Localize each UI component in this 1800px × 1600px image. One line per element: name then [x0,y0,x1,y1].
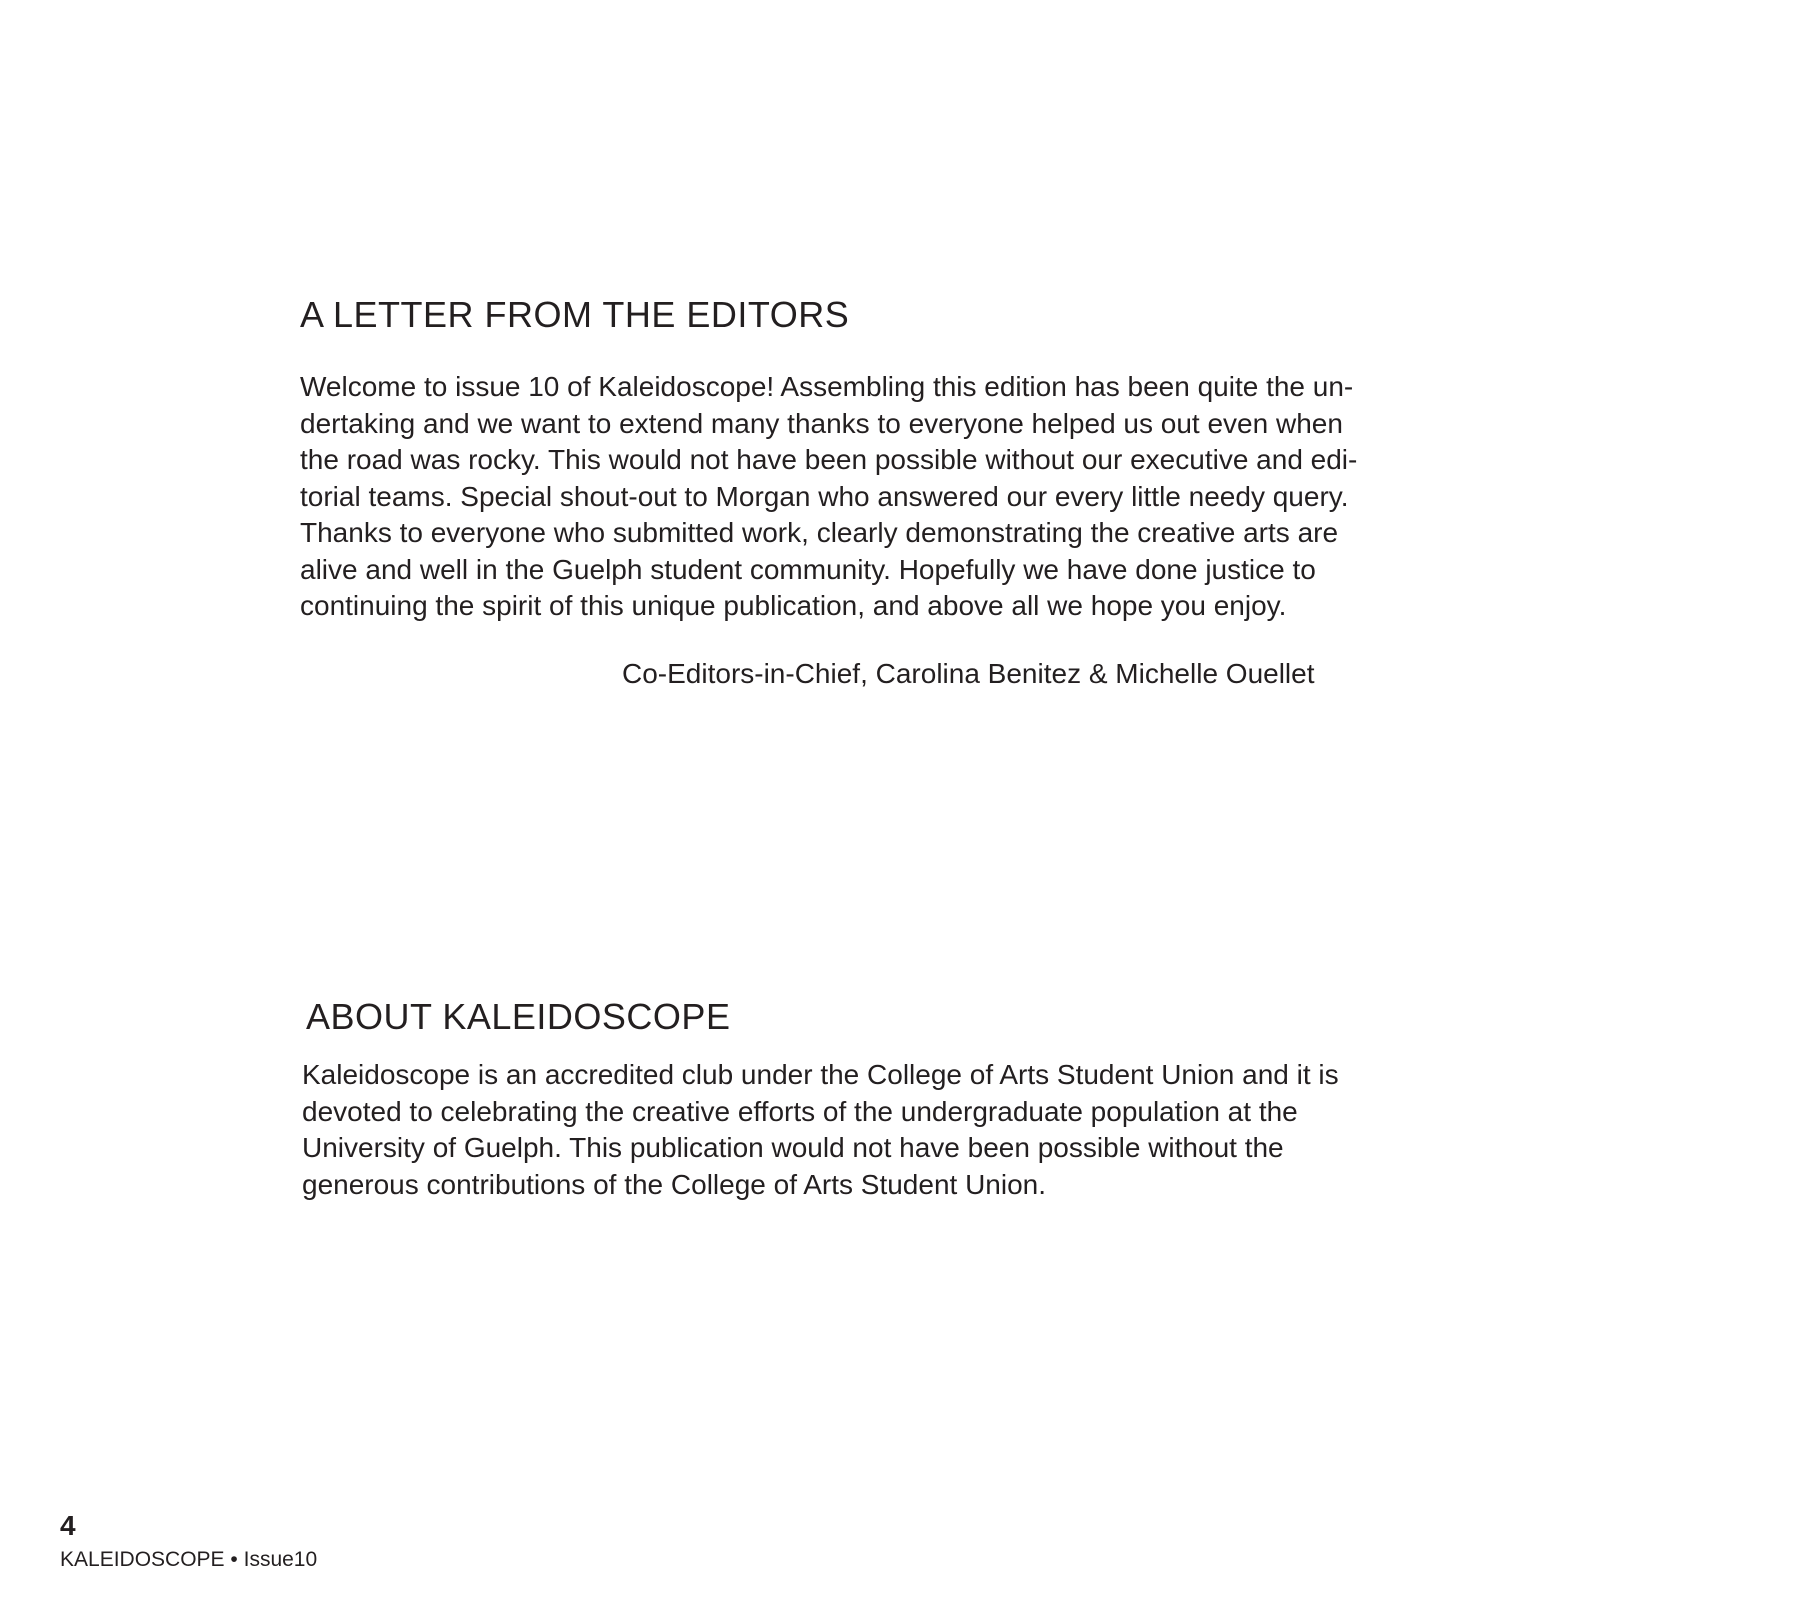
about-line: University of Guelph. This publication would not have been possible without the [302,1132,1284,1163]
footer-separator: • [230,1548,238,1571]
letter-body [300,369,1357,625]
letter-line: Thanks to everyone who submitted work, clearly demonstrating the creative arts are [300,517,1339,548]
about-heading: ABOUT KALEIDOSCOPE [306,996,731,1037]
about-line: Kaleidoscope is an accredited club under the College of Arts Student Union and it is [302,1059,1339,1090]
letter-signature: Co-Editors-in-Chief, Carolina Benitez & Michelle Ouellet [622,658,1315,689]
footer-publication: KALEIDOSCOPE [60,1548,225,1571]
letter-line: dertaking and we want to extend many thanks to everyone helped us out even when [300,407,1343,439]
letter-heading: A LETTER FROM THE EDITORS [300,294,850,335]
letter-line: continuing the spirit of this unique publication, and above all we hope you enjoy. [300,590,1287,621]
letter-line: alive and well in the Guelph student community. Hopefully we have done justice to [300,553,1316,585]
letter-line: Welcome to issue 10 of Kaleidoscope! Assembling this edition has been quite the un- [300,371,1354,402]
about-line: devoted to celebrating the creative efforts of the undergraduate population at the [302,1095,1298,1127]
letter-line: torial teams. Special shout-out to Morgan who answered our every little needy query. [300,480,1349,512]
about-line: generous contributions of the College of Arts Student Union. [302,1168,1047,1200]
footer-issue: Issue10 [243,1548,318,1571]
letter-line: the road was rocky. This would not have been possible without our executive and edi- [300,444,1358,475]
page-number: 4 [60,1510,76,1541]
about-body [302,1057,1339,1203]
footer-running-title [60,1548,317,1572]
